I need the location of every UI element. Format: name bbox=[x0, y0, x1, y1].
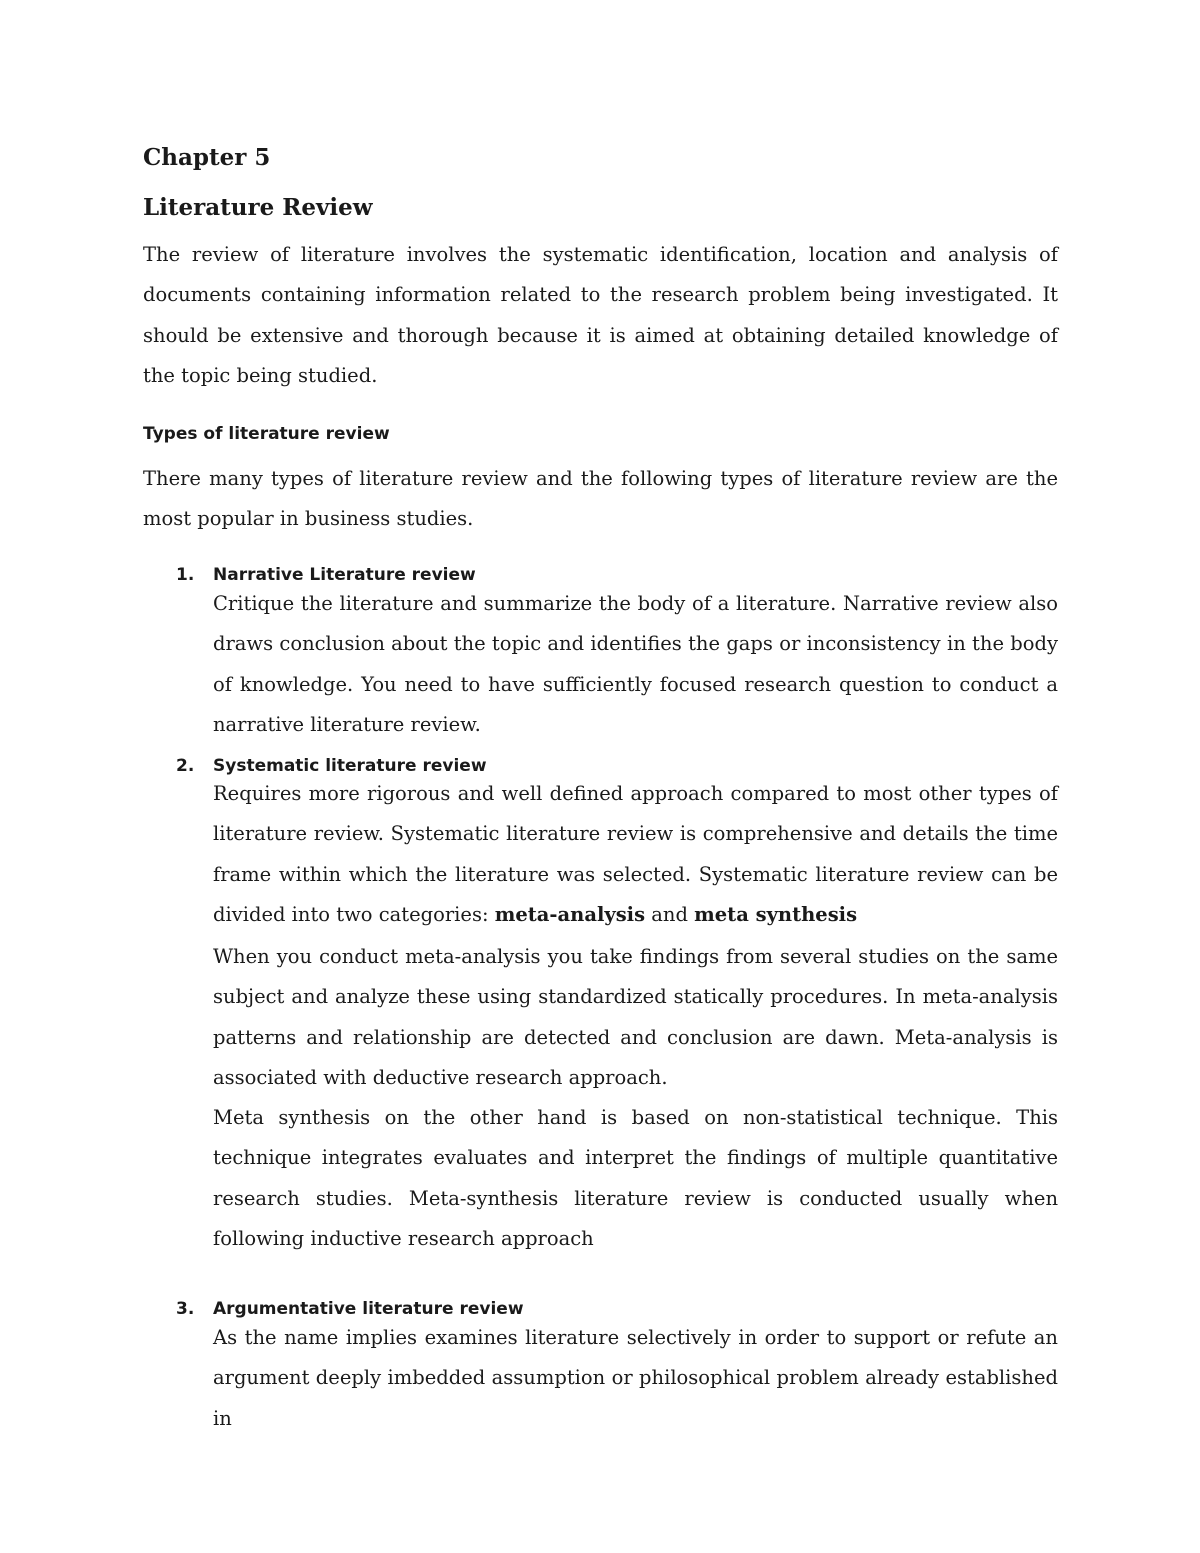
item-body-narrative: Critique the literature and summarize the body of a literature. Narrative review also draws conclusion about the topic and identifies the gaps or inconsistency in the body of knowledge. You need to have sufficiently focused research question to conduct a narrative literature review. bbox=[213, 592, 1058, 737]
meta-analysis-paragraph: When you conduct meta-analysis you take findings from several studies on the same subject and analyze these using standardized statically procedures. In meta-analysis patterns and relationship are detected and conclusion are dawn. Meta-analysis is associated with deductive research approach. bbox=[213, 945, 1058, 1090]
item-number: 3. bbox=[176, 1299, 195, 1319]
item-body-argumentative: As the name implies examines literature selectively in order to support or refute an argument deeply imbedded assumption or philosophical problem already established in bbox=[213, 1326, 1058, 1430]
item-heading-systematic: Systematic literature review bbox=[213, 756, 487, 776]
item-body-systematic bbox=[213, 774, 1058, 936]
connector-text: and bbox=[645, 903, 695, 927]
item-number: 1. bbox=[176, 565, 195, 585]
term-meta-synthesis: meta synthesis bbox=[694, 903, 858, 927]
term-meta-analysis: meta-analysis bbox=[494, 903, 646, 927]
intro-paragraph: The review of literature involves the systematic identification, location and analysis of documents containing information related to the research problem being investigated. It should be extensive and thorough because it is aimed at obtaining detailed knowledge of the topic being studied. bbox=[143, 243, 1058, 388]
item-heading-argumentative: Argumentative literature review bbox=[213, 1299, 524, 1319]
item-heading-narrative: Narrative Literature review bbox=[213, 565, 476, 585]
section-title: Literature Review bbox=[143, 194, 373, 221]
meta-synthesis-paragraph: Meta synthesis on the other hand is based on non-statistical technique. This technique integrates evaluates and interpret the findings of multiple quantitative research studies. Meta-synthesis literature review is conducted usually when following inductive research approach bbox=[213, 1106, 1058, 1251]
systematic-lead-text: Requires more rigorous and well defined approach compared to most other types of literature review. Systematic literature review is comprehensive and details the time frame within which the literature was selected. Systematic literature review can be divided into two categories: bbox=[213, 782, 1058, 927]
types-intro-paragraph: There many types of literature review and the following types of literature review are the most popular in business studies. bbox=[143, 467, 1058, 531]
item-number: 2. bbox=[176, 756, 195, 776]
chapter-heading: Chapter 5 bbox=[143, 144, 271, 171]
types-heading: Types of literature review bbox=[143, 424, 390, 444]
